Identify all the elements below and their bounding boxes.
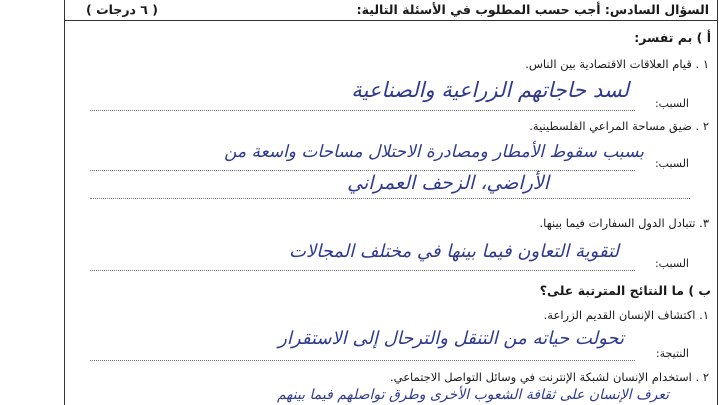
answer-line	[90, 110, 635, 111]
answer-line	[90, 170, 635, 171]
answer-line	[90, 198, 690, 199]
page-border-right	[717, 0, 718, 405]
item-b1-prompt: ١. اكتشاف الإنسان القديم الزراعة.	[543, 308, 709, 322]
item-a2-answer-line1: بسبب سقوط الأمطار ومصادرة الاحتلال مساحات واسعة من	[224, 142, 644, 162]
item-a2-answer-line2: الأراضي، الزحف العمراني	[347, 172, 549, 194]
marks-badge: ( ٦ درجات )	[86, 2, 159, 17]
answer-line	[90, 270, 635, 271]
item-a3-label: السبب:	[654, 257, 689, 270]
item-b2-prompt: ٢ . استخدام الإنسان لشبكة الإنترنت في وسائل التواصل الاجتماعي.	[389, 370, 709, 384]
item-a3-answer: لتقوية التعاون فيما بينها في مختلف المجالات	[289, 241, 619, 262]
section-a-title: أ ) بم تفسر:	[634, 30, 711, 45]
item-a1-answer: لسد حاجاتهم الزراعية والصناعية	[351, 78, 629, 102]
page-border-left	[64, 0, 65, 405]
item-a2-prompt: ٢ . ضيق مساحة المراعي الفلسطينية.	[529, 119, 709, 133]
section-b-title: ب ) ما النتائج المترتبة على؟	[539, 283, 711, 298]
question-header	[64, 0, 717, 21]
item-b1-answer: تحولت حياته من التنقل والترحال إلى الاستقرار	[278, 328, 624, 349]
item-a3-prompt: ٣. تتبادل الدول السفارات فيما بينها.	[539, 216, 709, 230]
answer-line	[90, 360, 635, 361]
item-b1-label: النتيجة:	[655, 347, 689, 360]
item-b2-answer: تعرف الإنسان على ثقافة الشعوب الأخرى وطرق تواصلهم فيما بينهم	[276, 387, 669, 403]
item-a1-label: السبب:	[654, 97, 689, 110]
question-title: السؤال السادس: أجب حسب المطلوب في الأسئلة التالية:	[356, 2, 709, 17]
item-a1-prompt: ١ . قيام العلاقات الاقتصادية بين الناس.	[525, 57, 709, 71]
item-a2-label: السبب:	[654, 157, 689, 170]
